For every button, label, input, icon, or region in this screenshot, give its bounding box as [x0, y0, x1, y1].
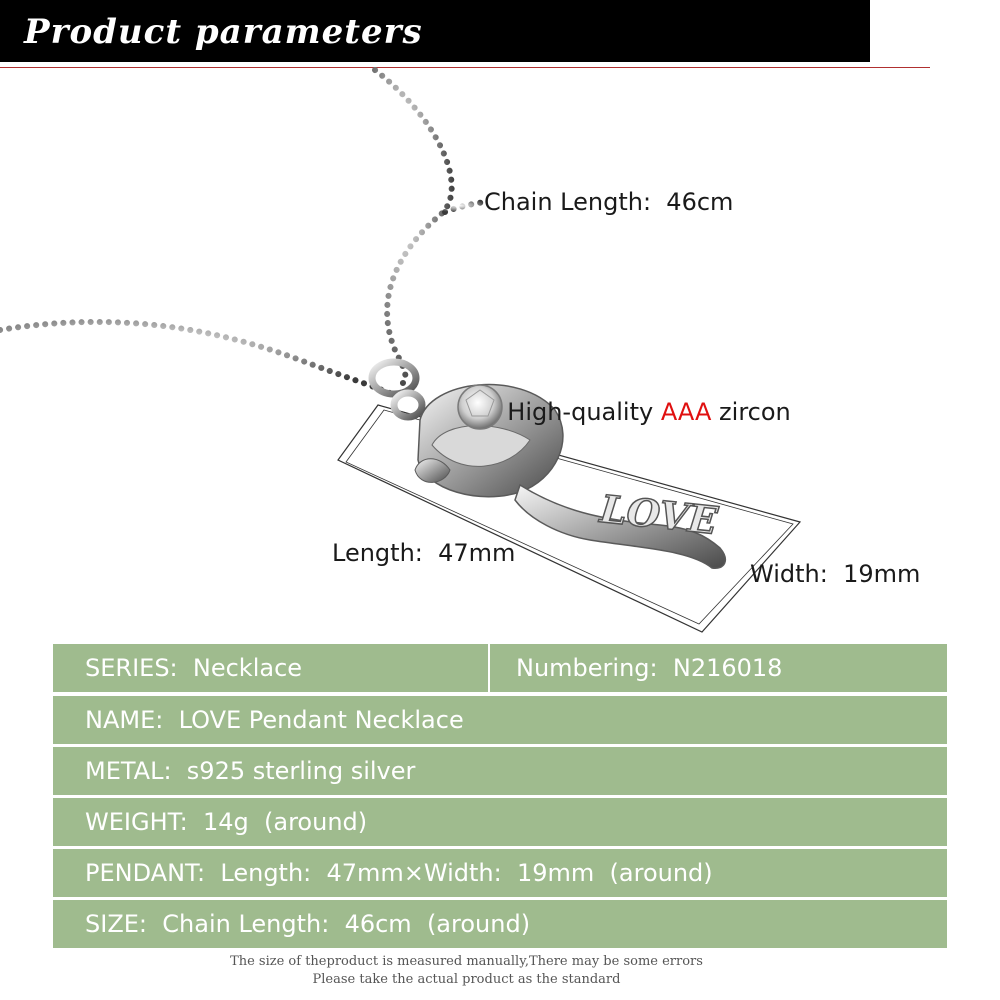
spec-size: SIZE: Chain Length: 46cm (around): [85, 910, 531, 938]
zircon-callout-suffix: zircon: [711, 398, 791, 426]
pendant-bail: [372, 362, 422, 417]
chain-length-callout: Chain Length: 46cm: [484, 188, 734, 216]
length-callout: Length: 47mm: [332, 539, 516, 567]
disclaimer-line-2: Please take the actual product as the standard: [312, 972, 621, 987]
spec-weight: WEIGHT: 14g (around): [85, 808, 368, 836]
disclaimer-line-1: The size of theproduct is measured manually,There may be some errors: [230, 954, 703, 969]
spec-row-pendant: [53, 849, 947, 897]
width-callout: Width: 19mm: [750, 560, 921, 588]
zircon-callout: [492, 370, 791, 426]
spec-row-metal: [53, 747, 947, 795]
chain-beads: [0, 70, 485, 395]
zircon-callout-prefix: High-quality: [507, 398, 661, 426]
page-title: Product parameters: [24, 12, 423, 52]
spec-row-size: [53, 900, 947, 948]
spec-metal: METAL: s925 sterling silver: [85, 757, 416, 785]
spec-name: NAME: LOVE Pendant Necklace: [85, 706, 464, 734]
spec-numbering: Numbering: N216018: [516, 654, 783, 682]
spec-pendant: PENDANT: Length: 47mm×Width: 19mm (around): [85, 859, 713, 887]
spec-series: SERIES: Necklace: [53, 644, 490, 692]
zircon-grade-badge: AAA: [660, 398, 712, 426]
spec-row-name: [53, 696, 947, 744]
pendant-love-text: LOVE: [598, 485, 720, 543]
spec-row-weight: [53, 798, 947, 846]
spec-row-series: [53, 644, 947, 692]
